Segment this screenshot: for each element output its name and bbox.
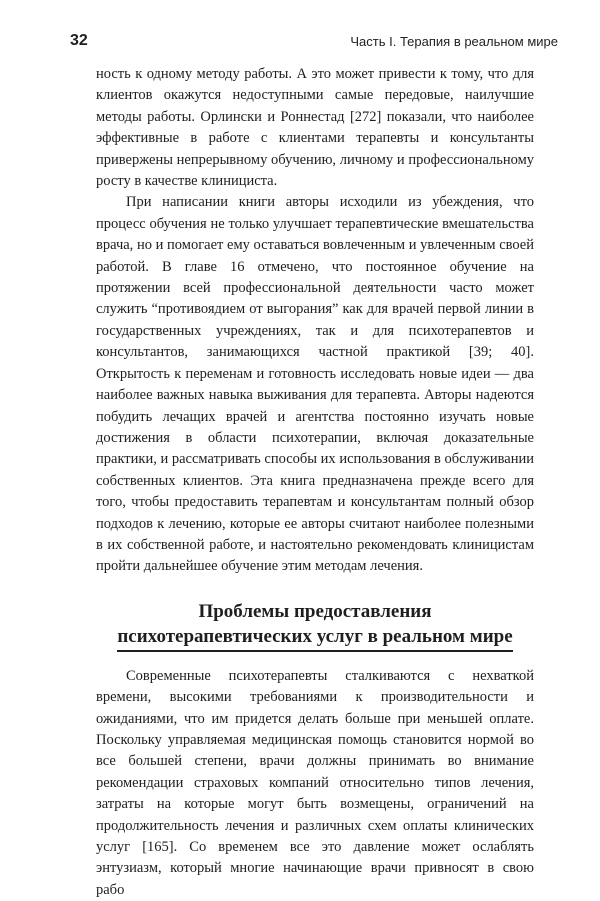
section-heading-line-2: психотерапевтических услуг в реальном мире [117, 624, 512, 652]
section-heading-line-1: Проблемы предоставления [198, 600, 432, 622]
page-body [96, 64, 534, 901]
page-number: 32 [70, 32, 88, 49]
running-title: Часть I. Терапия в реальном мире [350, 34, 558, 49]
paragraph-continued: ность к одному методу работы. А это может привести к тому, что для клиентов окажутся недоступными самые передовые, наилучшие методы работы. Орлински и Роннестад [272] показали, что наиболее эффективные в работе с клиентами терапевты и консультанты привержены непрерывному обучению, личному и профессиональному росту в качестве клинициста. [96, 66, 534, 190]
page-header [70, 32, 558, 52]
paragraph: При написании книги авторы исходили из убеждения, что процесс обучения не только улучшает терапевтические вмешательства врача, но и помогает ему оставаться вовлеченным и увлеченным своей работой. В главе 16 отмечено, что постоянное обучение на протяжении всей профессиональной деятельности часто может служить “противоядием от выгорания” как для врачей первой линии в государственных учреждениях, так и для психотерапевтов и консультантов, занимающихся частной практикой [39; 40]. Открытость к переменам и готовность исследовать новые идеи — два наиболее важных навыка выживания для терапевта. Авторы надеются побудить лечащих врачей и агентства постоянно изучать новые достижения в области психотерапии, включая доказательные практики, и рассматривать способы их использования в обслуживании собственных клиентов. Эта книга предназначена прежде всего для того, чтобы предоставить терапевтам и консультантам полный обзор подходов к лечению, которые ее авторы считают наиболее полезными в их собственной работе, и настоятельно рекомендовать клиницистам пройти дальнейшее обучение этим методам лечения. [96, 194, 534, 575]
paragraph: Современные психотерапевты сталкиваются с нехваткой времени, высокими требованиями к производительности и ожиданиями, что им придется делать больше при меньшей оплате. Поскольку управляемая медицинская помощь становится нормой во все большей степени, врачи должны принимать во внимание рекомендации страховых компаний относительно типов лечения, затраты на которые могут быть возмещены, ограничений на продолжительность лечения и различных схем оплаты клинических услуг [165]. Со временем все это давление может ослаблять энтузиазм, который многие начинающие врачи привносят в свою рабо [96, 667, 534, 898]
section-heading [96, 599, 534, 652]
